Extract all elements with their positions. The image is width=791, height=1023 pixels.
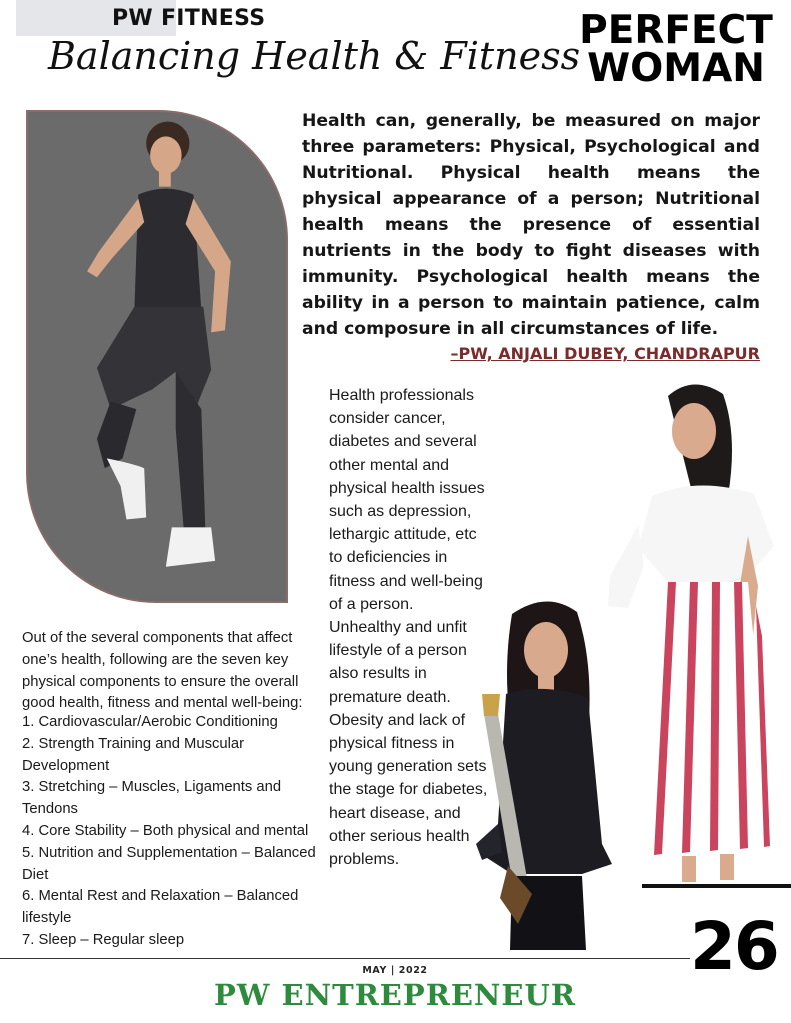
- fitness-photo: [26, 110, 288, 603]
- quote-attribution: –PW, ANJALI DUBEY, CHANDRAPUR: [450, 344, 760, 363]
- list-item: 2. Strength Training and Muscular Development: [22, 735, 245, 774]
- pull-quote: Health can, generally, be measured on major three parameters: Physical, Psychological and Nutritional. Physical health means the physical appearance of a person; Nutritional health means the presence of essential nutrients in the body to fight diseases with immunity. Psychological health means the ability in a person to maintain patience, calm and composure in all circumstances of life.: [302, 111, 760, 339]
- column-title-line-1: PERFECT: [579, 8, 773, 53]
- body-column: Health professionals consider cancer, diabetes and several other mental and physical health issues such as depression, lethargic attitude, etc to deficiencies in fitness and well-being of a person. Unhealthy and unfit lifestyle of a person also results in premature death. Obesity and lack of physical fitness in young generation sets the stage for diabetes, heart disease, and other serious health problems.: [329, 387, 488, 869]
- components-intro: Out of the several components that affect one’s health, following are the seven key physical components to ensure the overall good health, fitness and mental well-being:: [22, 630, 303, 712]
- issue-date: MAY | 2022: [362, 965, 428, 976]
- section-label: PW FITNESS: [112, 6, 266, 31]
- components-list: [22, 712, 327, 952]
- magazine-brand: PW ENTREPRENEUR: [214, 978, 576, 1012]
- list-item: 6. Mental Rest and Relaxation – Balanced lifestyle: [22, 888, 299, 927]
- woman-with-trophy-photo: [462, 594, 632, 954]
- fitness-model-illustration: [28, 112, 286, 601]
- page-number: 26: [690, 908, 778, 985]
- page-number-rule: [642, 884, 791, 888]
- footer-divider: [0, 958, 690, 959]
- list-item: 4. Core Stability – Both physical and mental: [22, 822, 309, 839]
- list-item: 5. Nutrition and Supplementation – Balanced Diet: [22, 844, 316, 883]
- column-title: [578, 8, 774, 91]
- page-title: Balancing Health & Fitness: [48, 34, 581, 78]
- list-item: 1. Cardiovascular/Aerobic Conditioning: [22, 714, 278, 730]
- list-item: 7. Sleep – Regular sleep: [22, 931, 185, 948]
- list-item: 3. Stretching – Muscles, Ligaments and Tendons: [22, 779, 282, 818]
- column-title-line-2: WOMAN: [587, 46, 765, 91]
